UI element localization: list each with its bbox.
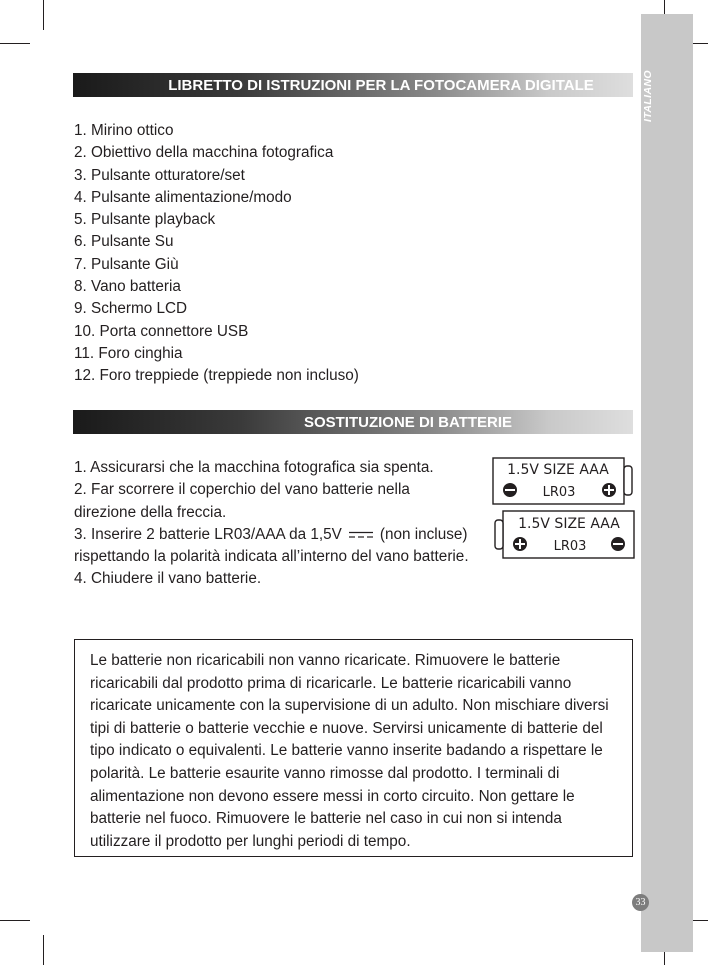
battery-diagram-top xyxy=(492,457,636,505)
section-header-instructions: LIBRETTO DI ISTRUZIONI PER LA FOTOCAMERA DIGITALE xyxy=(73,73,633,97)
crop-mark xyxy=(43,0,44,30)
battery-size-label: 1.5V SIZE AAA xyxy=(518,516,620,532)
minus-terminal-icon xyxy=(503,483,517,497)
step-3 xyxy=(74,524,474,569)
parts-list xyxy=(74,120,359,388)
battery-steps xyxy=(74,457,474,591)
list-item: 4. Pulsante alimentazione/modo xyxy=(74,188,292,206)
dc-symbol-icon xyxy=(348,531,374,539)
crop-mark xyxy=(0,920,30,921)
battery-diagram-bottom xyxy=(492,510,636,560)
crop-mark xyxy=(0,43,30,44)
step-3-text: 3. Inserire 2 batterie LR03/AAA da 1,5V xyxy=(74,525,342,543)
list-item: 2. Obiettivo della macchina fotografica xyxy=(74,144,334,162)
list-item: 12. Foro treppiede (treppiede non incluso) xyxy=(74,367,359,385)
language-label: ITALIANO xyxy=(642,70,654,122)
list-item: 7. Pulsante Giù xyxy=(74,255,179,273)
list-item: 8. Vano batteria xyxy=(74,278,181,296)
battery-size-label: 1.5V SIZE AAA xyxy=(507,462,609,478)
crop-mark xyxy=(43,935,44,965)
step-1: 1. Assicurarsi che la macchina fotografica sia spenta. xyxy=(74,459,434,476)
list-item: 3. Pulsante otturatore/set xyxy=(74,166,245,184)
list-item: 6. Pulsante Su xyxy=(74,233,174,251)
list-item: 5. Pulsante playback xyxy=(74,211,216,229)
plus-terminal-icon xyxy=(513,537,527,551)
step-4: 4. Chiudere il vano batterie. xyxy=(74,570,262,588)
list-item: 10. Porta connettore USB xyxy=(74,322,249,340)
battery-warning-box xyxy=(74,639,633,857)
page-number: 33 xyxy=(632,894,649,911)
plus-terminal-icon xyxy=(602,483,616,497)
list-item: 11. Foro cinghia xyxy=(74,344,183,362)
language-side-tab xyxy=(641,14,693,952)
list-item: 1. Mirino ottico xyxy=(74,122,174,139)
minus-terminal-icon xyxy=(611,537,625,551)
section-header-batteries: SOSTITUZIONE DI BATTERIE xyxy=(73,410,633,434)
step-2: 2. Far scorrere il coperchio del vano batterie nella direzione della freccia. xyxy=(74,481,410,521)
battery-type-label: LR03 xyxy=(542,485,576,500)
battery-type-label: LR03 xyxy=(553,539,587,554)
step-3-text-end: (non incluse) rispettando la polarità indicata all’interno del vano batterie. xyxy=(74,525,469,566)
list-item: 9. Schermo LCD xyxy=(74,300,188,318)
battery-warning-text: Le batterie non ricaricabili non vanno ricaricate. Rimuovere le batterie ricaricabili dal prodotto prima di ricaricarle. Le batterie ricaricabili vanno ricaricate unicamente con la supervisione di un adulto. Non mischiare diversi tipi di batterie o batterie vecchie e nuove. Servirsi unicamente di batterie del tipo indicato o equivalenti. Le batterie vanno inserite badando a rispettare le polarità. Le batterie esaurite vanno rimosse dal prodotto. I terminali di alimentazione non devono essere messi in corto circuito. Non gettare le batterie nel fuoco. Rimuovere le batterie nel caso in cui non si intenda utilizzare il prodotto per lunghi periodi di tempo. xyxy=(90,652,609,850)
